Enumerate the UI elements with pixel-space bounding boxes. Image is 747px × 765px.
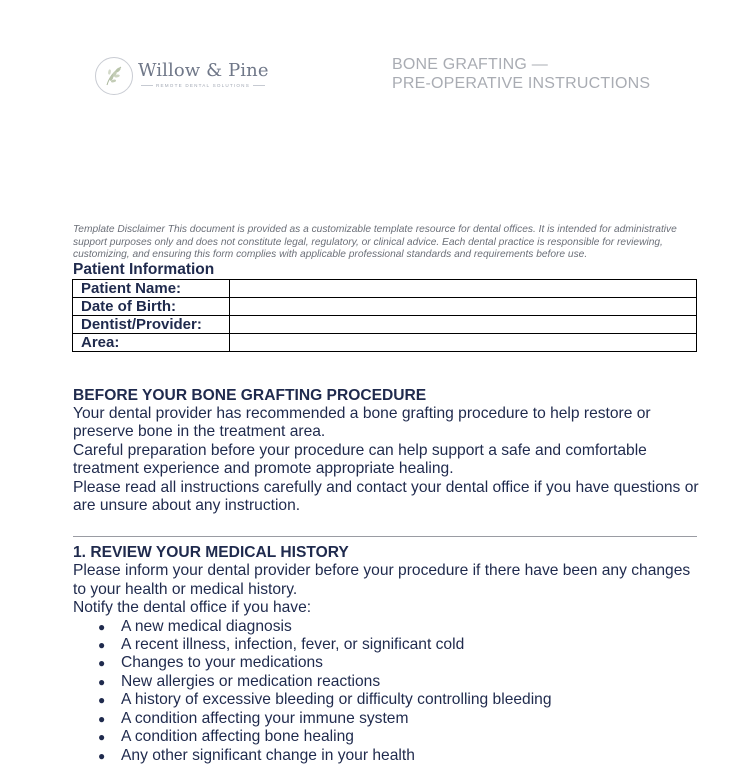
medical-history-list (73, 618, 703, 765)
intro-paragraph-2: Careful preparation before your procedure can help support a safe and comfortable treatment experience and promote appropriate healing. (73, 441, 647, 478)
dentist-provider-label: Dentist/Provider: (73, 316, 230, 334)
logo-tagline: REMOTE DENTAL SOLUTIONS (138, 83, 258, 88)
dentist-provider-row (73, 316, 697, 334)
bullet-icon: ● (98, 656, 106, 671)
instructions-body (73, 386, 703, 765)
section-1-lead: Notify the dental office if you have: (73, 599, 312, 617)
list-item-text: Changes to your medications (121, 654, 323, 672)
dentist-provider-field[interactable] (230, 316, 697, 334)
list-item-text: A condition affecting your immune system (121, 709, 409, 727)
intro-heading: BEFORE YOUR BONE GRAFTING PROCEDURE (73, 387, 427, 404)
patient-name-row (73, 280, 697, 298)
leaf-wreath-icon (94, 56, 134, 96)
date-of-birth-row (73, 298, 697, 316)
intro-paragraph-3: Please read all instructions carefully and contact your dental office if you have questions or are unsure about any instruction. (73, 478, 699, 515)
document-title (392, 55, 650, 93)
list-item-text: A condition affecting bone healing (121, 728, 354, 746)
list-item-text: A new medical diagnosis (121, 617, 292, 635)
list-item-text: A recent illness, infection, fever, or significant cold (121, 636, 465, 654)
list-item (98, 746, 703, 765)
patient-info-table (72, 279, 697, 352)
bullet-icon: ● (98, 711, 106, 726)
date-of-birth-field[interactable] (230, 298, 697, 316)
date-of-birth-label: Date of Birth: (73, 298, 230, 316)
list-item (98, 709, 703, 728)
list-item (98, 672, 703, 691)
bullet-icon: ● (98, 730, 106, 745)
logo (94, 54, 274, 98)
section-1-heading: 1. REVIEW YOUR MEDICAL HISTORY (73, 544, 349, 562)
bullet-icon: ● (98, 674, 106, 689)
list-item (98, 654, 703, 672)
template-disclaimer: Template Disclaimer This document is provided as a customizable template resource for dental offices. It is intended for administrative support purposes only and does not constitute legal, regulatory, or clinical advice. Each dental practice is responsible for reviewing, customizing, and ensuring this form complies with applicable professional standards and requirements before use. (73, 224, 677, 261)
list-item-text: A history of excessive bleeding or difficulty controlling bleeding (121, 691, 552, 709)
bullet-icon: ● (98, 693, 106, 708)
patient-info-heading: Patient Information (73, 261, 215, 278)
bullet-icon: ● (98, 619, 106, 634)
bullet-icon: ● (98, 638, 106, 653)
list-item (98, 636, 703, 654)
patient-name-label: Patient Name: (73, 280, 230, 298)
area-row (73, 334, 697, 352)
document-title-line-2: PRE-OPERATIVE INSTRUCTIONS (392, 75, 651, 92)
section-1-paragraph: Please inform your dental provider before your procedure if there have been any changes to your health or medical history. (73, 562, 691, 598)
list-item-text: Any other significant change in your health (121, 746, 415, 764)
area-field[interactable] (230, 334, 697, 352)
logo-name: Willow & Pine (138, 60, 269, 81)
patient-name-field[interactable] (230, 280, 697, 298)
intro-paragraph-1: Your dental provider has recommended a bone grafting procedure to help restore or preserve bone in the treatment area. (73, 405, 651, 441)
list-item (98, 728, 703, 746)
area-label: Area: (73, 334, 230, 352)
list-item (98, 691, 703, 709)
list-item (98, 617, 703, 636)
list-item-text: New allergies or medication reactions (121, 672, 381, 690)
bullet-icon: ● (98, 748, 106, 763)
section-divider (73, 536, 697, 537)
document-title-line-1: BONE GRAFTING — (392, 56, 548, 73)
